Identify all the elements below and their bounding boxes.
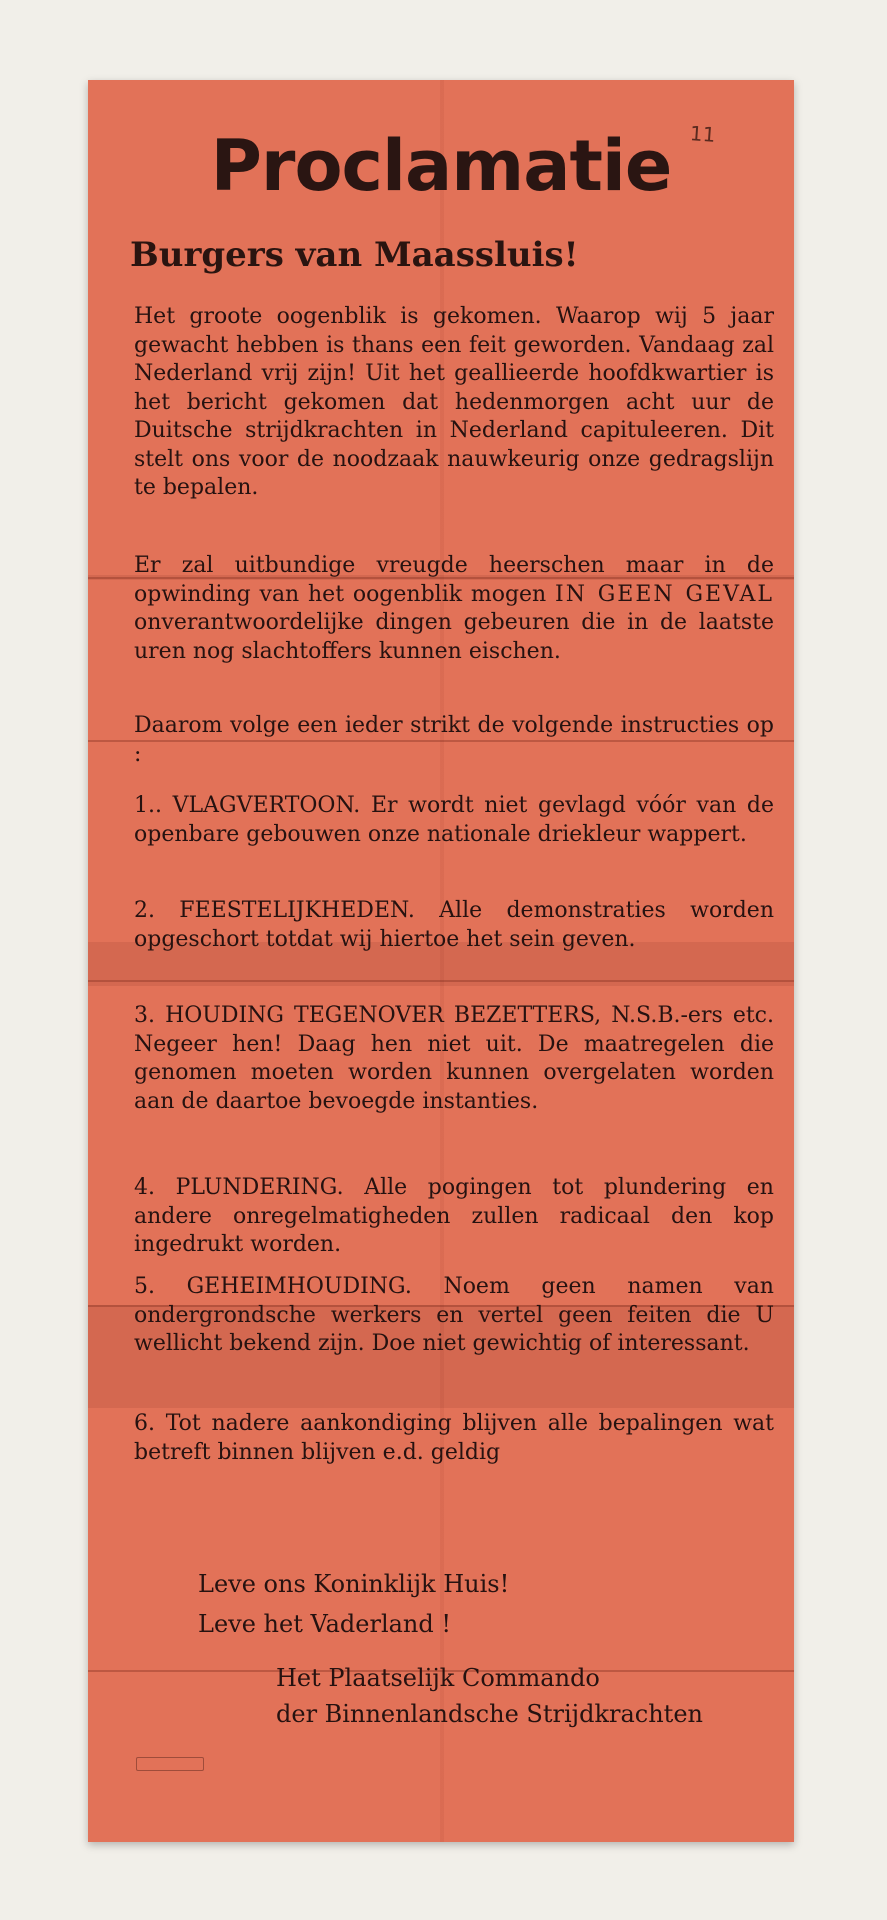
instruction-item-4: [134, 1174, 774, 1260]
signature-line-2: der Binnenlandsche Strijdkrachten: [276, 1700, 703, 1728]
instruction-heading: 3. HOUDING TEGENOVER BEZETTERS, N.S.B.-ers etc.: [134, 1003, 774, 1028]
instruction-item-6: [134, 1410, 774, 1467]
instruction-heading: 4. PLUNDERING.: [134, 1175, 344, 1200]
proclamation-poster: [88, 80, 794, 1842]
instruction-body: Negeer hen! Daag hen niet uit. De maatregelen die genomen moeten worden kunnen overgelaten worden aan de daartoe bevoegde instanties.: [134, 1031, 774, 1114]
instruction-heading: 5. GEHEIMHOUDING.: [134, 1274, 412, 1299]
instruction-body: Alle pogingen tot plundering en andere onregelmatigheden zullen radicaal den kop ingedrukt worden.: [134, 1175, 774, 1257]
warning-text-end: onverantwoordelijke dingen gebeuren die in de laatste uren nog slachtoffers kunnen eischen.: [134, 610, 774, 664]
printer-stamp: [136, 1757, 204, 1771]
instruction-body: Noem geen namen van ondergrondsche werkers en vertel geen feiten die U wellicht bekend zijn. Doe niet gewichtig of interessant.: [134, 1274, 774, 1356]
closing-line-2: Leve het Vaderland !: [198, 1610, 452, 1638]
warning-paragraph: [134, 552, 774, 666]
poster-title: Proclamatie: [210, 125, 672, 207]
instruction-heading: 1.. VLAGVERTOON.: [134, 793, 361, 818]
instruction-item-5: [134, 1273, 774, 1359]
warning-text: Er zal uitbundige vreugde heerschen maar in de opwinding van het oogenblik mogen: [134, 553, 774, 607]
instruction-item-3: [134, 1002, 774, 1116]
instruction-body: Er wordt niet gevlagd vóór van de openbare gebouwen onze nationale driekleur wappert.: [134, 793, 774, 847]
signature-line-1: Het Plaatselijk Commando: [276, 1664, 600, 1692]
instruction-body: Tot nadere aankondiging blijven alle bepalingen wat betreft binnen blijven e.d. geldig: [134, 1411, 774, 1465]
instruction-heading: 2. FEESTELIJKHEDEN.: [134, 898, 415, 923]
closing-line-1: Leve ons Koninklijk Huis!: [198, 1570, 510, 1598]
instruction-body: Alle demonstraties worden opgeschort totdat wij hiertoe het sein geven.: [134, 898, 774, 952]
instruction-item-1: [134, 792, 774, 849]
instructions-intro: Daarom volge een ieder strikt de volgende instructies op :: [134, 713, 774, 767]
handwritten-mark: 11: [689, 121, 717, 147]
intro-paragraph: Het groote oogenblik is gekomen. Waarop wij 5 jaar gewacht hebben is thans een feit geworden. Vandaag zal Nederland vrij zijn! Uit het geallieerde hoofdkwartier is het bericht gekomen dat hedenmorgen acht uur de Duitsche strijdkrachten in Nederland capituleeren. Dit stelt ons voor de noodzaak nauwkeurig onze gedragslijn te bepalen.: [134, 304, 774, 500]
poster-subtitle: Burgers van Maassluis!: [130, 235, 579, 275]
instruction-item-2: [134, 897, 774, 954]
instruction-heading: 6.: [134, 1411, 155, 1436]
fold-line: [88, 980, 794, 982]
warning-emphasis: IN GEEN GEVAL: [555, 581, 774, 607]
